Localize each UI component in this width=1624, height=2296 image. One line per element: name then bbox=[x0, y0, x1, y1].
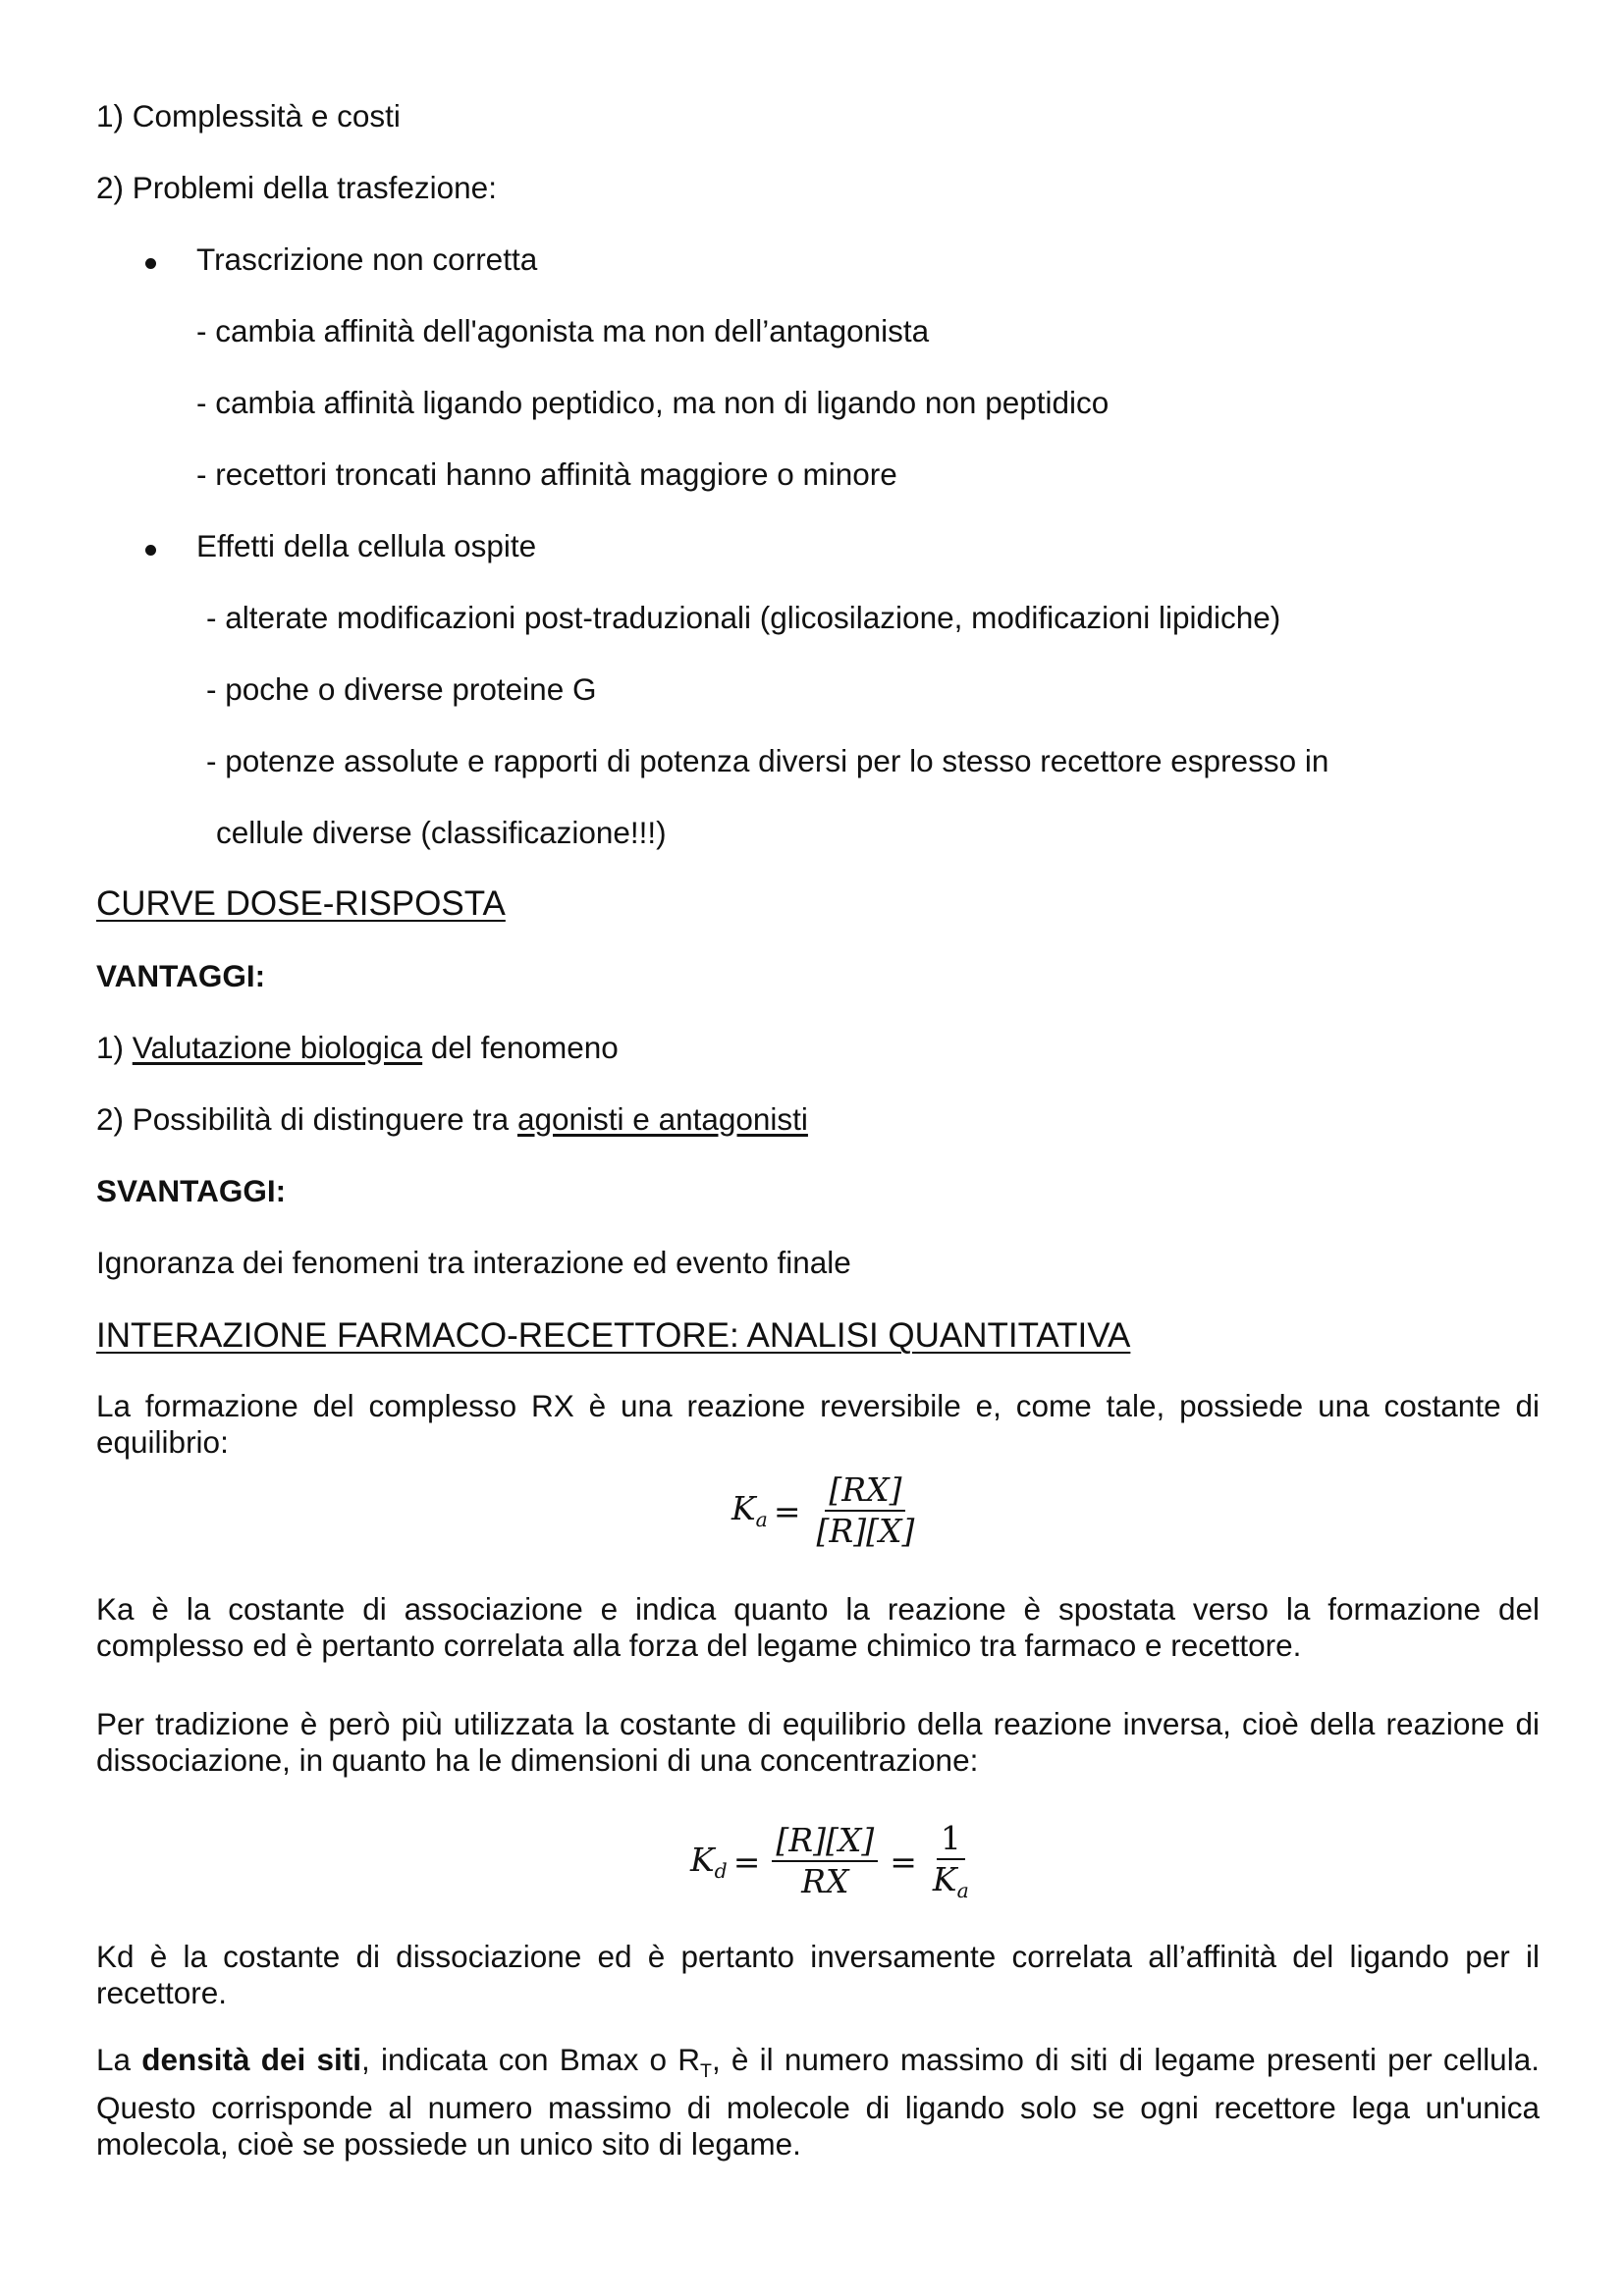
eq-lhs-symbol: K bbox=[690, 1840, 715, 1879]
paragraph-kd: Kd è la costante di dissociazione ed è pertanto inversamente correlata all’affinità del ligando per il recettore. bbox=[96, 1939, 1540, 2010]
svantaggi-text: Ignoranza dei fenomeni tra interazione ed evento finale bbox=[96, 1245, 851, 1280]
denominator-subscript: a bbox=[956, 1879, 969, 1903]
eq-lhs-subscript: a bbox=[755, 1508, 768, 1532]
fraction bbox=[772, 1823, 878, 1900]
eq-lhs bbox=[731, 1489, 768, 1532]
subscript: T bbox=[700, 2059, 712, 2082]
section-heading-interazione: INTERAZIONE FARMACO-RECETTORE: ANALISI QUANTITATIVA bbox=[96, 1316, 1131, 1355]
sub-item: - cambia affinità ligando peptidico, ma non di ligando non peptidico bbox=[196, 385, 1110, 420]
list-item-complexity: 1) Complessità e costi bbox=[96, 98, 401, 133]
sub-item: - poche o diverse proteine G bbox=[206, 671, 597, 707]
denominator: [R][X] bbox=[816, 1512, 915, 1551]
list-item-transfection: 2) Problemi della trasfezione: bbox=[96, 170, 497, 205]
equals-sign: = bbox=[732, 1842, 761, 1881]
bullet-icon bbox=[145, 545, 156, 556]
item-prefix: 1) bbox=[96, 1030, 133, 1065]
bullet-item-transcription: Trascrizione non corretta bbox=[196, 241, 538, 277]
sub-item: - potenze assolute e rapporti di potenza diversi per lo stesso recettore espresso in bbox=[206, 743, 1329, 778]
underlined-term: Valutazione biologica bbox=[132, 1030, 423, 1065]
eq-lhs-symbol: K bbox=[731, 1489, 756, 1528]
numerator: [R][X] bbox=[772, 1823, 878, 1862]
equals-sign: = bbox=[773, 1491, 801, 1530]
svantaggi-label: SVANTAGGI: bbox=[96, 1173, 287, 1208]
paragraph-formazione: La formazione del complesso RX è una reazione reversibile e, come tale, possiede una costante di equilibrio: bbox=[96, 1388, 1540, 1460]
sub-item-continuation: cellule diverse (classificazione!!!) bbox=[216, 815, 667, 850]
bullet-item-host-cell: Effetti della cellula ospite bbox=[196, 528, 537, 563]
eq-lhs bbox=[690, 1841, 728, 1884]
equals-sign: = bbox=[890, 1842, 917, 1881]
sub-item: - cambia affinità dell'agonista ma non dell’antagonista bbox=[196, 313, 930, 348]
paragraph-densita bbox=[96, 2042, 1540, 2163]
item-prefix: 2) Possibilità di distinguere tra bbox=[96, 1101, 517, 1137]
sub-item: - recettori troncati hanno affinità maggiore o minore bbox=[196, 456, 897, 492]
vantaggio-item-1 bbox=[96, 1030, 619, 1067]
underlined-term: agonisti e antagonisti bbox=[516, 1101, 808, 1137]
paragraph-ka: Ka è la costante di associazione e indica quanto la reazione è spostata verso la formazione del complesso ed è pertanto correlata alla forza del legame chimico tra farmaco e recettore. bbox=[96, 1591, 1540, 1663]
item-suffix: del fenomeno bbox=[422, 1030, 619, 1065]
fraction bbox=[929, 1821, 973, 1902]
bold-term: densità dei siti bbox=[141, 2042, 362, 2077]
numerator: [RX] bbox=[825, 1472, 905, 1512]
eq-lhs-subscript: d bbox=[714, 1858, 728, 1883]
numerator: 1 bbox=[937, 1821, 965, 1860]
sub-item: - alterate modificazioni post-traduzionali (glicosilazione, modificazioni lipidiche) bbox=[206, 600, 1281, 635]
fraction bbox=[813, 1472, 919, 1550]
vantaggio-item-2 bbox=[96, 1101, 808, 1139]
bullet-icon bbox=[145, 258, 156, 269]
equation-kd bbox=[690, 1821, 979, 1902]
equation-ka bbox=[731, 1472, 924, 1550]
text-run: , è il numero massimo di siti di legame presenti per cellula. Questo corrisponde al numero massimo di molecole di ligando solo se ogni recettore lega un'unica molecola, cioè se possiede un unico sito di legame. bbox=[96, 2042, 1540, 2162]
denominator bbox=[929, 1860, 973, 1902]
section-heading-curve: CURVE DOSE-RISPOSTA bbox=[96, 884, 506, 923]
text-run: La bbox=[96, 2042, 142, 2077]
paragraph-tradizione: Per tradizione è però più utilizzata la costante di equilibrio della reazione inversa, cioè della reazione di dissociazione, in quanto ha le dimensioni di una concentrazione: bbox=[96, 1706, 1540, 1778]
denominator-symbol: K bbox=[932, 1860, 957, 1899]
vantaggi-label: VANTAGGI: bbox=[96, 958, 266, 993]
text-run: , indicata con Bmax o R bbox=[361, 2042, 701, 2077]
denominator: RX bbox=[801, 1862, 849, 1901]
